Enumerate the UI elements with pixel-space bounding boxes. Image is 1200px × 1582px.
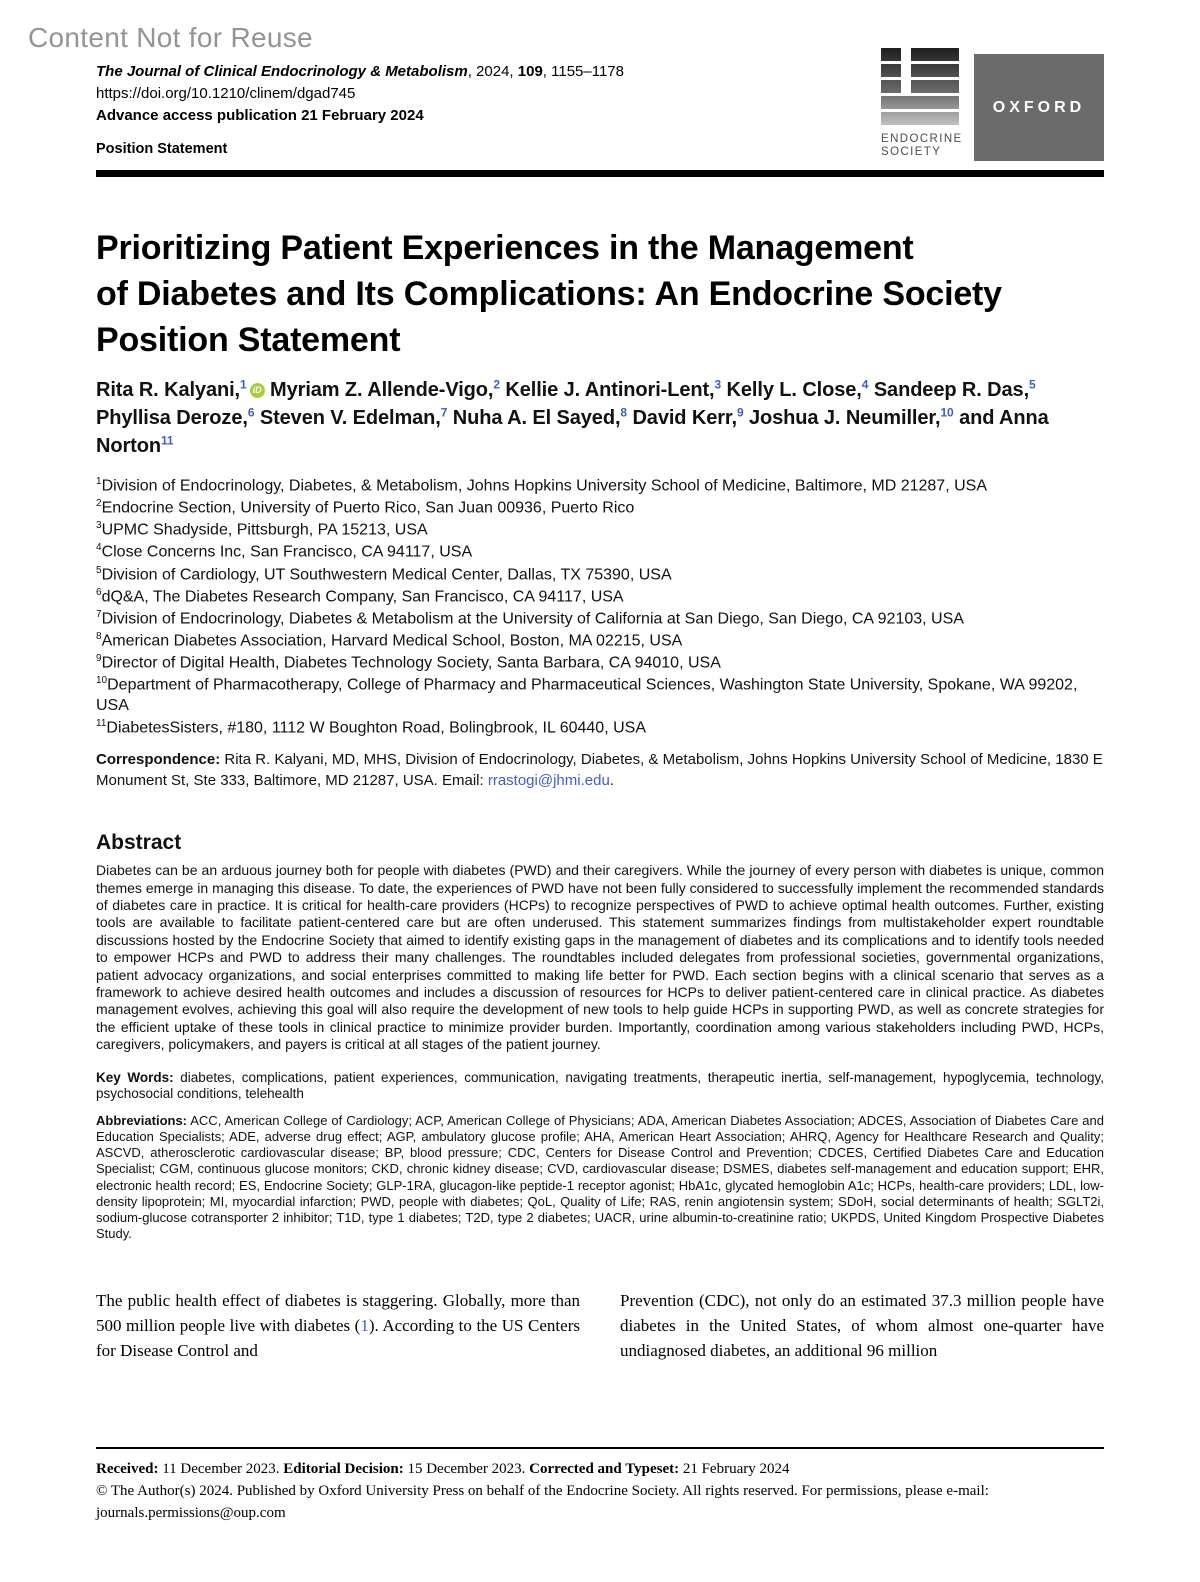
abstract-text: Diabetes can be an arduous journey both for people with diabetes (PWD) and their caregivers. While the journey of every person with diabetes is unique, common themes emerge in managing this disease. To date, the experiences of PWD have not been fully considered to successfully implement the recommended standards of diabetes care in practice. It is critical for health-care providers (HCPs) to recognize perspectives of PWD to achieve optimal health outcomes. Further, existing tools are available to facilitate patient-centered care but are often underused. This statement summarizes findings from multistakeholder expert roundtable discussions hosted by the Endocrine Society that aimed to identify existing gaps in the management of diabetes and its complications and to identify tools needed to empower HCPs and PWD to address their many challenges. The roundtables included delegates from professional societies, governmental organizations, patient advocacy organizations, and social enterprises committed to making life better for PWD. Each section begins with a clinical scenario that serves as a framework to achieve desired health outcomes and includes a discussion of resources for HCPs to deliver patient-centered care in clinical practice. As diabetes management evolves, achieving this goal will also require the development of new tools to help guide HCPs in supporting PWD, as well as concrete strategies for the efficient uptake of these tools in clinical practice to minimize provider burden. Importantly, coordination among various stakeholders including PWD, HCPs, caregivers, policymakers, and payers is critical at all stages of the patient journey. [96, 862, 1104, 1053]
article-title-line: Prioritizing Patient Experiences in the Management [96, 229, 914, 267]
author [874, 379, 1036, 401]
affiliation-text: DiabetesSisters, #180, 1112 W Boughton Road, Bolingbrook, IL 60440, USA [106, 719, 646, 737]
author-affiliation-superscript: 5 [1029, 377, 1036, 392]
abbreviations-text: ACC, American College of Cardiology; ACP, American College of Physicians; ADA, American Diabetes Association; ADCES, Association of Diabetes Care and Education Specialists; ADE, adverse drug effect; AGP, ambulatory glucose profile; AHA, American Heart Association; AHRQ, Agency for Healthcare Research and Quality; ASCVD, atherosclerotic cardiovascular disease; BP, blood pressure; CDC, Centers for Disease Control and Prevention; CDCES, Certified Diabetes Care and Education Specialist; CGM, continuous glucose monitors; CKD, chronic kidney disease; CVD, cardiovascular disease; DSMES, diabetes self-management and education support; EHR, electronic health record; ES, Endocrine Society; GLP-1RA, glucagon-like peptide-1 receptor agonist; HbA1c, glycated hemoglobin A1c; HCPs, health-care providers; LDL, low-density lipoprotein; MI, myocardial infarction; PWD, people with diabetes; QoL, Quality of Life; RAS, renin angiotensin system; SDoH, social determinants of health; SGLT2i, sodium-glucose cotransporter 2 inhibitor; T1D, type 1 diabetes; T2D, type 2 diabetes; UACR, urine albumin-to-creatinine ratio; UKPDS, United Kingdom Prospective Diabetes Study. [96, 1112, 1104, 1242]
affiliation-text: American Diabetes Association, Harvard Medical School, Boston, MA 02215, USA [101, 632, 683, 650]
author [632, 407, 743, 429]
author-name: Steven V. Edelman, [259, 407, 441, 429]
affiliation-superscript: 3 [96, 520, 102, 532]
affiliation-superscript: 9 [96, 653, 102, 664]
affiliation-line [96, 586, 1104, 608]
author-name: and Anna Norton [96, 407, 1049, 457]
author [727, 379, 869, 401]
author-affiliation-superscript: 9 [736, 405, 744, 420]
footer-date-value: 11 December 2023. [158, 1461, 284, 1477]
affiliation-text: Close Concerns Inc, San Francisco, CA 94117, USA [101, 543, 473, 561]
author-affiliation-superscript: 4 [861, 377, 869, 392]
author-affiliation-superscript: 6 [247, 405, 255, 420]
footer-date-value: 21 February 2024 [679, 1461, 790, 1477]
author-name: David Kerr, [632, 407, 737, 429]
footer-date-label: Editorial Decision: [283, 1461, 404, 1477]
author [453, 407, 627, 429]
author [260, 407, 447, 429]
abbreviations [96, 1113, 1104, 1243]
affiliation-line [96, 608, 1104, 630]
affiliation-line [96, 674, 1104, 717]
author-name: Kelly L. Close, [726, 379, 862, 401]
author-name: Myriam Z. Allende-Vigo, [270, 379, 494, 401]
volume-number: 109 [517, 63, 543, 80]
footer-date-value: 15 December 2023. [403, 1461, 530, 1477]
header-rule [96, 170, 1104, 177]
affiliation-line [96, 519, 1104, 541]
correspondence-label: Correspondence: [96, 751, 221, 769]
footer-date-item [96, 1461, 283, 1477]
affiliation-text: dQ&A, The Diabetes Research Company, San Francisco, CA 94117, USA [101, 587, 624, 605]
author [96, 379, 265, 401]
footer-date-label: Corrected and Typeset: [529, 1461, 680, 1477]
doi-link: https://doi.org/10.1210/clinem/dgad745 [96, 84, 356, 102]
author-affiliation-superscript: 8 [620, 405, 627, 420]
footer-dates [96, 1458, 1104, 1480]
affiliation-line [96, 497, 1104, 519]
affiliation-text: Department of Pharmacotherapy, College of Pharmacy and Pharmaceutical Sciences, Washington State University, Spokane, WA 99202, USA [96, 676, 1078, 715]
author [96, 407, 254, 429]
affiliation-superscript: 4 [96, 542, 102, 554]
affiliation-superscript: 7 [96, 608, 102, 620]
affiliation-line [96, 630, 1104, 652]
affiliation-text: Division of Cardiology, UT Southwestern Medical Center, Dallas, TX 75390, USA [101, 565, 672, 583]
orcid-icon[interactable]: iD [250, 383, 265, 398]
author-name: Rita R. Kalyani, [96, 379, 240, 401]
affiliation-text: Division of Endocrinology, Diabetes & Metabolism at the University of California at San Diego, San Diego, CA 92103, USA [101, 610, 964, 628]
page-footer [96, 1447, 1104, 1524]
affiliation-text: Endocrine Section, University of Puerto Rico, San Juan 00936, Puerto Rico [101, 499, 635, 517]
publisher-logos [881, 48, 1104, 161]
oxford-logo: OXFORD [974, 54, 1104, 161]
endocrine-society-logo-mark-icon [881, 48, 959, 128]
affiliation-line [96, 541, 1104, 563]
footer-date-item [529, 1461, 789, 1477]
citation-link-1[interactable]: 1 [360, 1316, 369, 1336]
article-type-label: Position Statement [96, 141, 228, 158]
author-affiliation-superscript: 11 [160, 433, 174, 448]
endocrine-society-logo [881, 48, 961, 159]
body-text [96, 1288, 1104, 1363]
author-affiliation-superscript: 3 [714, 377, 722, 392]
affiliation-superscript: 10 [96, 675, 108, 687]
journal-metadata [96, 62, 624, 160]
author [505, 379, 721, 401]
body-column-right: Prevention (CDC), not only do an estimated 37.3 million people have diabetes in the United States, of whom almost one-quarter have undiagnosed diabetes, an additional 96 million [620, 1291, 1104, 1361]
affiliation-line [96, 475, 1104, 497]
article-title [96, 225, 1104, 363]
affiliation-superscript: 8 [96, 630, 102, 642]
abbreviations-label: Abbreviations: [96, 1112, 188, 1128]
affiliation-superscript: 2 [96, 498, 102, 510]
author [749, 407, 954, 429]
footer-date-item [283, 1461, 529, 1477]
author-affiliation-superscript: 7 [440, 405, 448, 420]
affiliation-text: UPMC Shadyside, Pittsburgh, PA 15213, USA [101, 521, 428, 539]
footer-date-label: Received: [96, 1461, 159, 1477]
correspondence-text: Rita R. Kalyani, MD, MHS, Division of Endocrinology, Diabetes, & Metabolism, Johns Hopkins University School of Medicine, 1830 E Monument St, Ste 333, Baltimore, MD 21287, USA. Email: [96, 751, 1103, 790]
affiliation-text: Director of Digital Health, Diabetes Technology Society, Santa Barbara, CA 94010, USA [101, 654, 721, 672]
journal-name: The Journal of Clinical Endocrinology & Metabolism [96, 63, 468, 80]
author-affiliation-superscript: 1 [240, 377, 247, 392]
affiliation-text: Division of Endocrinology, Diabetes, & Metabolism, Johns Hopkins University School of Medicine, Baltimore, MD 21287, USA [101, 477, 987, 495]
article-title-line: Position Statement [96, 321, 401, 359]
affiliation-line [96, 717, 1104, 739]
keywords-label: Key Words: [96, 1069, 174, 1085]
page-range: , 1155–1178 [542, 63, 624, 80]
author [270, 379, 500, 401]
author-name: Phyllisa Deroze, [96, 407, 248, 429]
body-column-left: The public health effect of diabetes is staggering. Globally, more than 500 million people live with diabetes (1). According to the US Centers for Disease Control and [96, 1291, 580, 1361]
author-affiliation-superscript: 10 [940, 405, 954, 420]
abstract-heading: Abstract [96, 831, 182, 855]
author-name: Kellie J. Antinori-Lent, [505, 379, 715, 401]
endocrine-society-logo-text: ENDOCRINE SOCIETY [881, 133, 963, 159]
affiliation-superscript: 5 [96, 564, 102, 576]
watermark: Content Not for Reuse [28, 22, 313, 53]
author-affiliation-superscript: 2 [493, 377, 500, 392]
keywords [96, 1070, 1104, 1103]
correspondence-email-link[interactable]: rrastogi@jhmi.edu [487, 772, 610, 790]
affiliation-line [96, 564, 1104, 586]
journal-citation: The Journal of Clinical Endocrinology & Metabolism, 2024, 109, 1155–1178 [96, 63, 624, 80]
keywords-text: diabetes, complications, patient experiences, communication, navigating treatments, therapeutic inertia, self-management, hypoglycemia, technology, psychosocial conditions, telehealth [96, 1069, 1105, 1102]
affiliation-superscript: 6 [96, 586, 102, 598]
advance-access-date: Advance access publication 21 February 2024 [96, 106, 424, 124]
article-title-line: of Diabetes and Its Complications: An Endocrine Society [96, 275, 1002, 313]
author-name: Nuha A. El Sayed, [452, 407, 621, 429]
affiliation-superscript: 11 [96, 718, 107, 730]
author-list [96, 376, 1104, 460]
footer-rule [96, 1447, 1104, 1449]
affiliation-superscript: 1 [96, 476, 102, 487]
affiliation-list [96, 475, 1104, 739]
footer-copyright: © The Author(s) 2024. Published by Oxford University Press on behalf of the Endocrine Society. All rights reserved. For permissions, please e-mail: journals.permissions@oup.com [96, 1483, 989, 1521]
correspondence: Correspondence: Rita R. Kalyani, MD, MHS, Division of Endocrinology, Diabetes, & Metabolism, Johns Hopkins University School of Medicine, 1830 E Monument St, Ste 333, Baltimore, MD 21287, USA. Email: rrastogi@jhmi.edu. [96, 751, 1103, 790]
author-name: Sandeep R. Das, [873, 379, 1030, 401]
affiliation-line [96, 652, 1104, 674]
author-name: Joshua J. Neumiller, [749, 407, 941, 429]
